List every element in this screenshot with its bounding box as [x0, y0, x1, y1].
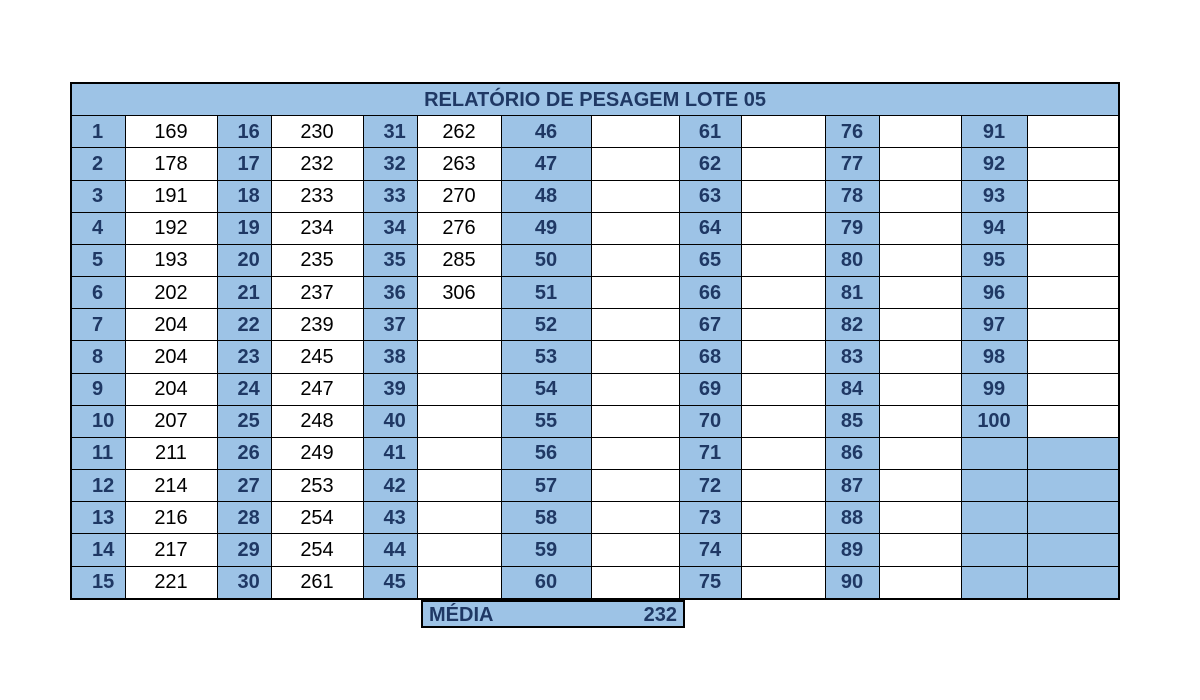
weight-cell: 193: [125, 244, 217, 276]
animal-number-cell: 46: [501, 116, 591, 148]
table-row: [71, 180, 1119, 212]
animal-number-cell: 10: [71, 405, 125, 437]
weight-cell: 245: [271, 341, 363, 373]
weight-cell: [741, 470, 825, 502]
weight-cell: [591, 502, 679, 534]
weight-cell: 233: [271, 180, 363, 212]
animal-number-cell: 41: [363, 437, 417, 469]
animal-number-cell: 22: [217, 309, 271, 341]
animal-number-cell: 13: [71, 502, 125, 534]
weight-cell: [417, 373, 501, 405]
weight-cell: 249: [271, 437, 363, 469]
weight-cell: [1027, 341, 1119, 373]
animal-number-cell: 49: [501, 212, 591, 244]
weighing-report-sheet: [70, 82, 1118, 600]
animal-number-cell: 8: [71, 341, 125, 373]
animal-number-cell: 4: [71, 212, 125, 244]
table-row: [71, 373, 1119, 405]
animal-number-cell: 67: [679, 309, 741, 341]
animal-number-cell: [961, 534, 1027, 566]
weight-cell: [741, 534, 825, 566]
table-row: [71, 437, 1119, 469]
animal-number-cell: 21: [217, 277, 271, 309]
table-row: [71, 116, 1119, 148]
table-row: [71, 244, 1119, 276]
weight-cell: 247: [271, 373, 363, 405]
weight-cell: [1027, 470, 1119, 502]
animal-number-cell: 5: [71, 244, 125, 276]
weight-cell: 178: [125, 148, 217, 180]
animal-number-cell: 40: [363, 405, 417, 437]
animal-number-cell: 33: [363, 180, 417, 212]
animal-number-cell: 54: [501, 373, 591, 405]
animal-number-cell: 87: [825, 470, 879, 502]
table-row: [71, 212, 1119, 244]
weight-cell: [879, 116, 961, 148]
weight-cell: [741, 277, 825, 309]
weight-cell: [591, 148, 679, 180]
weight-cell: 191: [125, 180, 217, 212]
animal-number-cell: 11: [71, 437, 125, 469]
animal-number-cell: 81: [825, 277, 879, 309]
animal-number-cell: 78: [825, 180, 879, 212]
animal-number-cell: 62: [679, 148, 741, 180]
animal-number-cell: 55: [501, 405, 591, 437]
weight-cell: [741, 180, 825, 212]
animal-number-cell: 29: [217, 534, 271, 566]
animal-number-cell: 85: [825, 405, 879, 437]
weight-cell: [879, 373, 961, 405]
weight-cell: [879, 405, 961, 437]
animal-number-cell: 60: [501, 566, 591, 599]
weight-cell: [591, 309, 679, 341]
animal-number-cell: [961, 437, 1027, 469]
weight-cell: 217: [125, 534, 217, 566]
animal-number-cell: 44: [363, 534, 417, 566]
weight-cell: [417, 341, 501, 373]
animal-number-cell: 37: [363, 309, 417, 341]
animal-number-cell: 90: [825, 566, 879, 599]
weight-cell: 216: [125, 502, 217, 534]
animal-number-cell: 7: [71, 309, 125, 341]
animal-number-cell: 92: [961, 148, 1027, 180]
animal-number-cell: 61: [679, 116, 741, 148]
animal-number-cell: 2: [71, 148, 125, 180]
weight-cell: [1027, 502, 1119, 534]
animal-number-cell: 51: [501, 277, 591, 309]
animal-number-cell: 84: [825, 373, 879, 405]
animal-number-cell: 1: [71, 116, 125, 148]
weight-cell: [741, 148, 825, 180]
animal-number-cell: 68: [679, 341, 741, 373]
animal-number-cell: 20: [217, 244, 271, 276]
animal-number-cell: 59: [501, 534, 591, 566]
animal-number-cell: 45: [363, 566, 417, 599]
table-row: [71, 534, 1119, 566]
animal-number-cell: 96: [961, 277, 1027, 309]
weight-cell: 230: [271, 116, 363, 148]
weight-cell: [417, 566, 501, 599]
weight-cell: 204: [125, 373, 217, 405]
weight-cell: [879, 470, 961, 502]
weight-cell: 235: [271, 244, 363, 276]
animal-number-cell: 53: [501, 341, 591, 373]
weight-cell: 248: [271, 405, 363, 437]
weight-cell: [1027, 534, 1119, 566]
animal-number-cell: 16: [217, 116, 271, 148]
weight-cell: [591, 116, 679, 148]
animal-number-cell: 34: [363, 212, 417, 244]
animal-number-cell: [961, 566, 1027, 599]
table-row: [71, 502, 1119, 534]
animal-number-cell: 38: [363, 341, 417, 373]
weight-cell: 169: [125, 116, 217, 148]
weight-cell: [1027, 566, 1119, 599]
animal-number-cell: 99: [961, 373, 1027, 405]
animal-number-cell: 82: [825, 309, 879, 341]
animal-number-cell: 14: [71, 534, 125, 566]
animal-number-cell: 74: [679, 534, 741, 566]
weight-cell: [1027, 277, 1119, 309]
weight-cell: [879, 212, 961, 244]
weight-cell: [879, 341, 961, 373]
weight-cell: [1027, 405, 1119, 437]
animal-number-cell: 88: [825, 502, 879, 534]
weight-cell: [591, 341, 679, 373]
animal-number-cell: 63: [679, 180, 741, 212]
animal-number-cell: 95: [961, 244, 1027, 276]
animal-number-cell: 76: [825, 116, 879, 148]
animal-number-cell: 43: [363, 502, 417, 534]
animal-number-cell: 15: [71, 566, 125, 599]
weight-cell: 285: [417, 244, 501, 276]
weight-cell: [879, 566, 961, 599]
weight-cell: [1027, 148, 1119, 180]
animal-number-cell: 12: [71, 470, 125, 502]
weight-cell: [879, 502, 961, 534]
weight-cell: [417, 405, 501, 437]
weight-cell: 270: [417, 180, 501, 212]
table-row: [71, 405, 1119, 437]
animal-number-cell: 50: [501, 244, 591, 276]
animal-number-cell: 66: [679, 277, 741, 309]
weight-cell: 214: [125, 470, 217, 502]
weight-cell: 263: [417, 148, 501, 180]
animal-number-cell: 30: [217, 566, 271, 599]
table-row: [71, 341, 1119, 373]
animal-number-cell: 83: [825, 341, 879, 373]
weight-cell: 204: [125, 341, 217, 373]
animal-number-cell: 93: [961, 180, 1027, 212]
animal-number-cell: 79: [825, 212, 879, 244]
animal-number-cell: 71: [679, 437, 741, 469]
animal-number-cell: 19: [217, 212, 271, 244]
weight-cell: [591, 437, 679, 469]
weight-cell: [879, 534, 961, 566]
weight-cell: 253: [271, 470, 363, 502]
animal-number-cell: 39: [363, 373, 417, 405]
animal-number-cell: 48: [501, 180, 591, 212]
animal-number-cell: 97: [961, 309, 1027, 341]
weight-cell: [879, 244, 961, 276]
weight-cell: 234: [271, 212, 363, 244]
animal-number-cell: 31: [363, 116, 417, 148]
animal-number-cell: 9: [71, 373, 125, 405]
animal-number-cell: 70: [679, 405, 741, 437]
weight-cell: [591, 180, 679, 212]
animal-number-cell: 91: [961, 116, 1027, 148]
weight-cell: [741, 437, 825, 469]
weight-cell: [1027, 116, 1119, 148]
animal-number-cell: 32: [363, 148, 417, 180]
weight-cell: [879, 309, 961, 341]
animal-number-cell: 18: [217, 180, 271, 212]
weight-cell: 261: [271, 566, 363, 599]
animal-number-cell: 75: [679, 566, 741, 599]
animal-number-cell: 42: [363, 470, 417, 502]
average-box: [421, 600, 685, 628]
animal-number-cell: 72: [679, 470, 741, 502]
weight-cell: 202: [125, 277, 217, 309]
weight-cell: [417, 534, 501, 566]
animal-number-cell: 25: [217, 405, 271, 437]
weight-cell: 192: [125, 212, 217, 244]
animal-number-cell: 58: [501, 502, 591, 534]
average-label: MÉDIA: [429, 604, 494, 626]
weight-cell: [1027, 437, 1119, 469]
weight-cell: [1027, 212, 1119, 244]
weight-cell: [879, 437, 961, 469]
animal-number-cell: 26: [217, 437, 271, 469]
weight-cell: [741, 566, 825, 599]
animal-number-cell: [961, 470, 1027, 502]
table-row: [71, 309, 1119, 341]
animal-number-cell: 56: [501, 437, 591, 469]
table-row: [71, 470, 1119, 502]
weight-cell: [741, 502, 825, 534]
weight-cell: [741, 244, 825, 276]
animal-number-cell: 24: [217, 373, 271, 405]
weight-cell: 306: [417, 277, 501, 309]
weight-cell: [741, 405, 825, 437]
animal-number-cell: 89: [825, 534, 879, 566]
animal-number-cell: 64: [679, 212, 741, 244]
weight-cell: 211: [125, 437, 217, 469]
animal-number-cell: 65: [679, 244, 741, 276]
weight-cell: [741, 116, 825, 148]
weight-cell: [591, 212, 679, 244]
table-row: [71, 148, 1119, 180]
report-title: RELATÓRIO DE PESAGEM LOTE 05: [71, 83, 1119, 116]
weight-cell: 207: [125, 405, 217, 437]
weight-cell: [879, 180, 961, 212]
table-row: [71, 566, 1119, 599]
animal-number-cell: 57: [501, 470, 591, 502]
animal-number-cell: 94: [961, 212, 1027, 244]
weight-cell: [417, 470, 501, 502]
animal-number-cell: 36: [363, 277, 417, 309]
animal-number-cell: 3: [71, 180, 125, 212]
weight-cell: [1027, 180, 1119, 212]
animal-number-cell: 73: [679, 502, 741, 534]
weight-cell: 239: [271, 309, 363, 341]
weight-cell: [741, 341, 825, 373]
animal-number-cell: 6: [71, 277, 125, 309]
weight-cell: [417, 437, 501, 469]
weight-cell: [591, 277, 679, 309]
weight-cell: 254: [271, 534, 363, 566]
weight-cell: 237: [271, 277, 363, 309]
weight-cell: [591, 244, 679, 276]
weight-cell: 254: [271, 502, 363, 534]
weight-cell: [1027, 309, 1119, 341]
weight-cell: [591, 405, 679, 437]
weight-cell: [1027, 373, 1119, 405]
weight-cell: [591, 373, 679, 405]
weight-cell: [1027, 244, 1119, 276]
weight-cell: [591, 534, 679, 566]
weighing-table: [70, 82, 1120, 600]
animal-number-cell: 80: [825, 244, 879, 276]
animal-number-cell: 23: [217, 341, 271, 373]
table-row: [71, 277, 1119, 309]
animal-number-cell: 17: [217, 148, 271, 180]
animal-number-cell: 100: [961, 405, 1027, 437]
average-value: 232: [643, 604, 677, 626]
animal-number-cell: 52: [501, 309, 591, 341]
weight-cell: [591, 566, 679, 599]
weight-cell: 221: [125, 566, 217, 599]
animal-number-cell: 69: [679, 373, 741, 405]
weight-cell: 232: [271, 148, 363, 180]
animal-number-cell: 47: [501, 148, 591, 180]
animal-number-cell: 35: [363, 244, 417, 276]
weight-cell: 204: [125, 309, 217, 341]
weight-cell: [417, 502, 501, 534]
animal-number-cell: 28: [217, 502, 271, 534]
weight-cell: [879, 277, 961, 309]
weight-cell: [741, 309, 825, 341]
weight-cell: 276: [417, 212, 501, 244]
animal-number-cell: 86: [825, 437, 879, 469]
weight-cell: [741, 373, 825, 405]
weight-cell: [591, 470, 679, 502]
weight-cell: 262: [417, 116, 501, 148]
animal-number-cell: 98: [961, 341, 1027, 373]
weight-cell: [417, 309, 501, 341]
animal-number-cell: [961, 502, 1027, 534]
weight-cell: [741, 212, 825, 244]
animal-number-cell: 27: [217, 470, 271, 502]
weight-cell: [879, 148, 961, 180]
animal-number-cell: 77: [825, 148, 879, 180]
